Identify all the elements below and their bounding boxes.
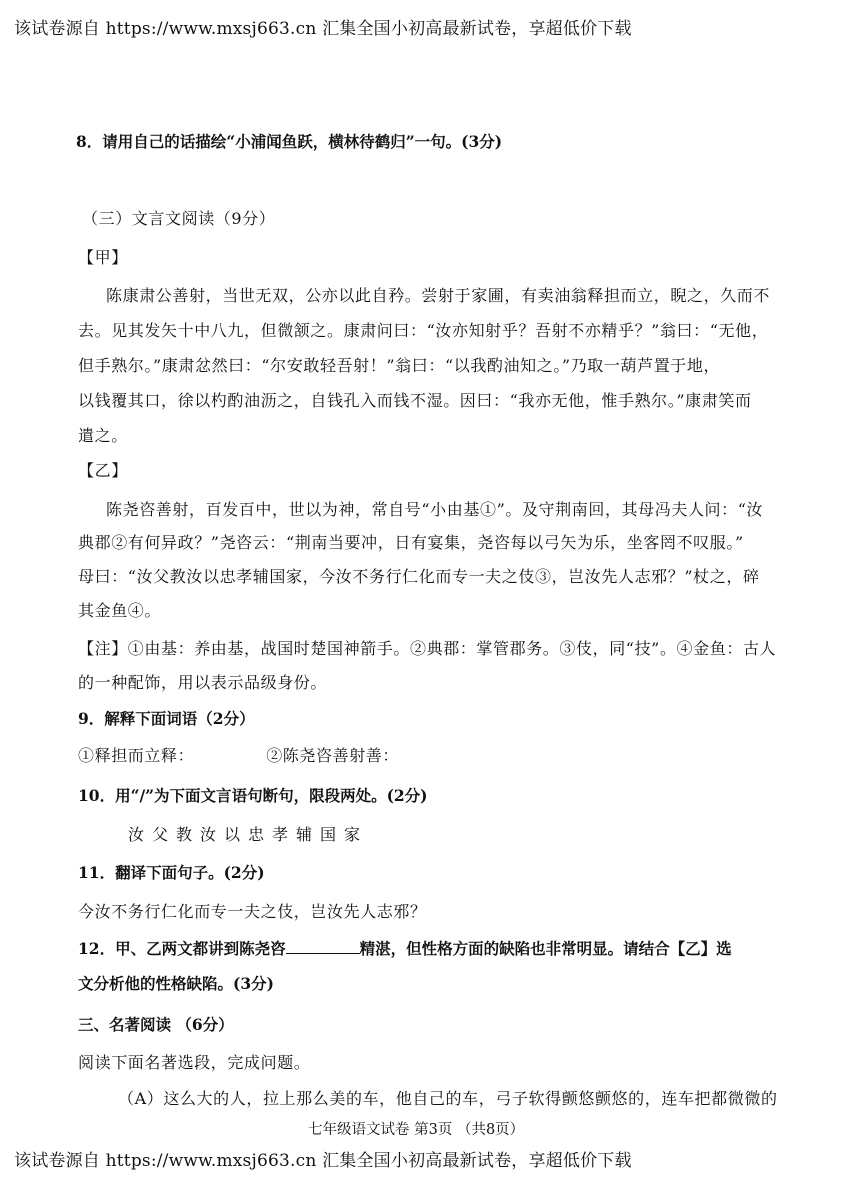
source-banner-top: 该试卷源自 https://www.mxsj663.cn 汇集全国小初高最新试卷，享超低价下载 bbox=[14, 19, 632, 39]
question-10: 10．用“/”为下面文言语句断句，限段两处。(2分) bbox=[78, 786, 428, 805]
question-10-sentence: 汝父教汝以忠孝辅国家 bbox=[128, 825, 369, 844]
passage-jia-line: 以钱覆其口，徐以杓酌油沥之，自钱孔入而钱不湿。因曰：“我亦无他，惟手熟尔。”康肃笑而 bbox=[78, 391, 752, 410]
passage-yi-line: 其金鱼④。 bbox=[78, 601, 162, 620]
annotation-note: 的一种配饰，用以表示品级身份。 bbox=[78, 673, 328, 692]
passage-jia-line: 去。见其发矢十中八九，但微颔之。康肃问曰：“汝亦知射乎？吾射不亦精乎？”翁曰：“无他， bbox=[78, 321, 769, 340]
passage-jia-line: 陈康肃公善射，当世无双，公亦以此自矜。尝射于家圃，有卖油翁释担而立，睨之，久而不 bbox=[106, 286, 771, 305]
passage-a-line: （A）这么大的人，拉上那么美的车，他自己的车，弓子软得颤悠颤悠的，连车把都微微的 bbox=[118, 1089, 778, 1108]
passage-yi-line: 典郡②有何异政？”尧咨云：“荆南当要冲，日有宴集，尧咨每以弓矢为乐，坐客罔不叹服。” bbox=[78, 533, 744, 552]
question-9-item-2: ②陈尧咨善射善： bbox=[266, 746, 400, 765]
section-classic-reading-heading: 三、名著阅读 （6分） bbox=[78, 1015, 234, 1034]
page-footer: 七年级语文试卷 第3页 （共8页） bbox=[308, 1122, 525, 1138]
passage-yi-line: 陈尧咨善射，百发百中，世以为神，常自号“小由基①”。及守荆南回，其母冯夫人问：“汝 bbox=[106, 500, 764, 519]
question-11-sentence: 今汝不务行仁化而专一夫之伎，岂汝先人志邪？ bbox=[78, 902, 427, 921]
passage-yi-line: 母曰：“汝父教汝以忠孝辅国家，今汝不务行仁化而专一夫之伎③，岂汝先人志邪？”杖之，碎 bbox=[78, 567, 760, 586]
question-12-part-2: 精湛，但性格方面的缺陷也非常明显。请结合【乙】选 bbox=[359, 939, 732, 958]
question-8: 8．请用自己的话描绘“小浦闻鱼跃，横林待鹤归”一句。(3分) bbox=[76, 132, 503, 151]
passage-jia-line: 遣之。 bbox=[78, 426, 128, 445]
question-12-part-1: 12．甲、乙两文都讲到陈尧咨 bbox=[78, 939, 286, 958]
section-classical-reading-heading: （三）文言文阅读（9分） bbox=[82, 209, 276, 228]
classic-reading-intro: 阅读下面名著选段，完成问题。 bbox=[78, 1053, 311, 1072]
passage-yi-label: 【乙】 bbox=[78, 461, 128, 480]
source-banner-bottom: 该试卷源自 https://www.mxsj663.cn 汇集全国小初高最新试卷，享超低价下载 bbox=[14, 1151, 632, 1171]
question-12-line-2: 文分析他的性格缺陷。(3分) bbox=[78, 974, 274, 993]
passage-jia-label: 【甲】 bbox=[78, 248, 128, 267]
annotation-note: 【注】①由基：养由基，战国时楚国神箭手。②典郡：掌管郡务。③伎，同“技”。④金鱼：古人 bbox=[78, 639, 777, 658]
question-11: 11．翻译下面句子。(2分) bbox=[78, 863, 265, 882]
question-9-item-1: ①释担而立释： bbox=[78, 746, 195, 765]
passage-jia-line: 但手熟尔。”康肃忿然曰：“尔安敢轻吾射！”翁曰：“以我酌油知之。”乃取一葫芦置于地， bbox=[78, 356, 721, 375]
question-9-items bbox=[78, 743, 399, 766]
question-9: 9．解释下面词语（2分） bbox=[78, 709, 255, 728]
question-12 bbox=[78, 937, 732, 959]
answer-blank bbox=[286, 939, 360, 954]
